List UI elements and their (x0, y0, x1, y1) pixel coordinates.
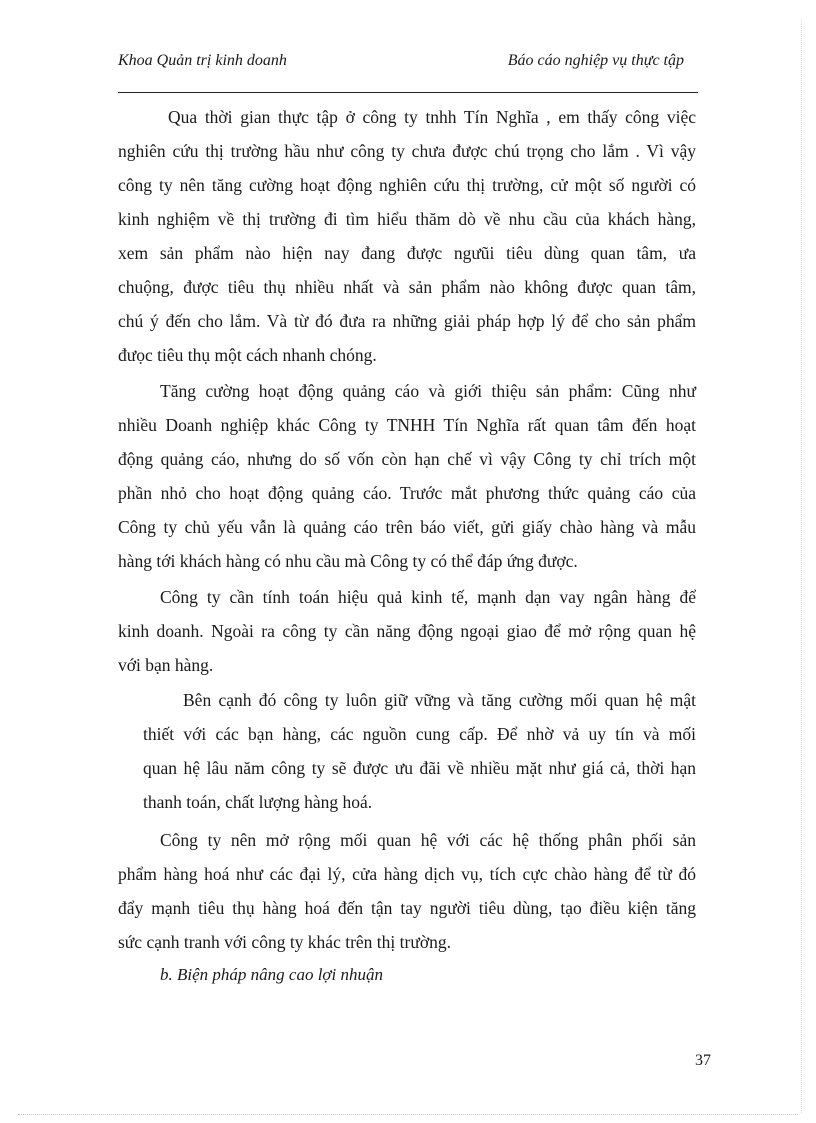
section-subheading: b. Biện pháp nâng cao lợi nhuận (160, 965, 383, 984)
paragraph-partner-relations (143, 683, 696, 819)
text-line: kinh doanh. Ngoài ra công ty cần năng động ngoại giao để mở rộng quan hệ (118, 621, 696, 641)
text-line: Công ty chủ yếu vẫn là quảng cáo trên báo viết, gửi giấy chào hàng và mẫu (118, 517, 696, 537)
page-number: 37 (695, 1052, 711, 1069)
text-line: Bên cạnh đó công ty luôn giữ vững và tăng cường mối quan hệ mật (183, 690, 696, 710)
header-divider (118, 92, 698, 93)
paragraph-market-research (118, 100, 696, 372)
text-line: phần nhỏ cho hoạt động quảng cáo. Trước mắt phương thức quảng cáo của (118, 483, 696, 503)
text-line: phẩm hàng hoá như các đại lý, cửa hàng dịch vụ, tích cực chào hàng để từ đó (118, 864, 696, 884)
text-line: sức cạnh tranh với công ty khác trên thị trường. (118, 932, 451, 952)
paragraph-advertising (118, 374, 696, 578)
header-faculty: Khoa Quản trị kinh doanh (118, 52, 287, 69)
text-line: chú ý đến cho lắm. Và từ đó đưa ra những giải pháp hợp lý để cho sản phẩm (118, 311, 696, 331)
text-line: hàng tới khách hàng có nhu cầu mà Công ty có thể đáp ứng được. (118, 551, 578, 571)
text-line: chuộng, được tiêu thụ nhiều nhất và sản phẩm nào không được quan tâm, (118, 277, 696, 297)
text-line: Công ty cần tính toán hiệu quả kinh tế, mạnh dạn vay ngân hàng để (160, 587, 696, 607)
page-edge-dotted-right (801, 20, 802, 1113)
page-header (118, 52, 698, 78)
text-line: xem sản phẩm nào hiện nay đang được ngưũi tiêu dùng quan tâm, ưa (118, 243, 696, 263)
page-edge-dotted-bottom (18, 1114, 798, 1115)
text-line: thanh toán, chất lượng hàng hoá. (143, 792, 373, 812)
text-line: công ty nên tăng cường hoạt động nghiên cứu thị trường, cử một số người có (118, 175, 696, 195)
text-line: đẩy mạnh tiêu thụ hàng hoá đến tận tay người tiêu dùng, tạo điều kiện tăng (118, 898, 696, 918)
text-line: thiết với các bạn hàng, các nguồn cung cấp. Để nhờ vả uy tín và mối (143, 724, 696, 744)
paragraph-economic-efficiency (118, 580, 696, 682)
text-line: kinh nghiệm về thị trường đi tìm hiểu thăm dò về nhu cầu của khách hàng, (118, 209, 696, 229)
text-line: với bạn hàng. (118, 655, 214, 675)
text-line: nghiên cứu thị trường hầu như công ty chưa được chú trọng cho lắm . Vì vậy (118, 141, 696, 161)
header-report-title: Báo cáo nghiệp vụ thực tập (507, 52, 684, 69)
text-line: quan hệ lâu năm công ty sẽ được ưu đãi về nhiều mặt như giá cả, thời hạn (143, 758, 696, 778)
text-line: Tăng cường hoạt động quảng cáo và giới thiệu sản phẩm: Cũng như (160, 381, 696, 401)
text-line: động quảng cáo, nhưng do số vốn còn hạn chế vì vậy Công ty chỉ trích một (118, 449, 696, 469)
paragraph-distribution (118, 823, 696, 959)
text-line: nhiều Doanh nghiệp khác Công ty TNHH Tín Nghĩa rất quan tâm đến hoạt (118, 415, 696, 435)
text-line: Công ty nên mở rộng mối quan hệ với các hệ thống phân phối sản (160, 830, 696, 850)
text-line: đưọc tiêu thụ một cách nhanh chóng. (118, 345, 377, 365)
text-line: Qua thời gian thực tập ở công ty tnhh Tín Nghĩa , em thấy công việc (168, 107, 696, 127)
